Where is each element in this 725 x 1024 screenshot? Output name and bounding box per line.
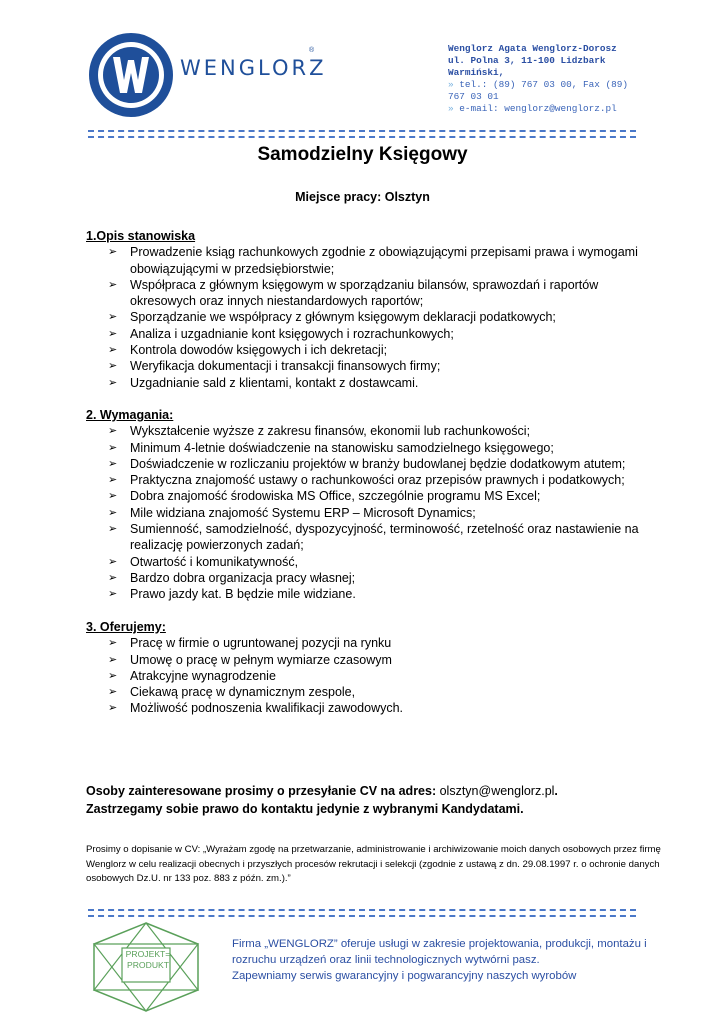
stamp-label: PROJEKT= PRODUKT (125, 949, 171, 970)
bullet-arrow-icon: ➢ (108, 246, 118, 259)
list-item: ➢ Sporządzanie we współpracy z głównym księgowym deklaracji podatkowych; (108, 310, 556, 325)
list-item: ➢ Prowadzenie ksiąg rachunkowych zgodnie z obowiązującymi przepisami prawa i wymogami obowiązującymi w przedsiębiorstwie; (108, 245, 638, 276)
bullet-list (86, 244, 646, 391)
job-title: Samodzielny Księgowy (257, 144, 468, 165)
list-item: ➢ Minimum 4-letnie doświadczenie na stanowisku samodzielnego księgowego; (108, 440, 554, 455)
company-email[interactable]: » e-mail: wenglorz@wenglorz.pl (448, 103, 617, 114)
bullet-arrow-icon: ➢ (108, 653, 118, 666)
list-item: ➢ Współpraca z głównym księgowym w sporządzaniu bilansów, sprawozdań i raportów okresowych oraz innych niestandardowych raportów; (108, 277, 599, 309)
bullet-arrow-icon: ➢ (108, 702, 118, 715)
bullet-arrow-icon: ➢ (108, 278, 118, 291)
bullet-arrow-icon: ➢ (108, 376, 118, 389)
list-item: ➢ Umowę o pracę w pełnym wymiarze czasowym (108, 652, 392, 667)
gdpr-consent-note: Prosimy o dopisanie w CV: „Wyrażam zgodę na przetwarzanie, administrowanie i archiwizowanie moich danych osobowych przez firmę Wenglorz w celu realizacji obecnych i przyszłych procesów rekrutacji i selekcji (zgodnie z ustawą z dn. 29.08.1997 r. o ochronie danych osobowych Dz.U. nr 133 poz. 883 z późn. zm.).” (86, 844, 661, 884)
list-item: ➢ Sumienność, samodzielność, dyspozycyjność, terminowość, rzetelność oraz nastawienie na realizację powierzonych zadań; (108, 522, 639, 553)
list-item: ➢ Weryfikacja dokumentacji i transakcji finansowych firmy; (108, 359, 441, 374)
bullet-list (86, 423, 646, 602)
bullet-arrow-icon: ➢ (108, 523, 118, 536)
list-item: ➢ Możliwość podnoszenia kwalifikacji zawodowych. (108, 701, 404, 716)
contact-info: Osoby zainteresowane prosimy o przesyłanie CV na adres: olsztyn@wenglorz.pl. Zastrzegamy sobie prawo do kontaktu jedynie z wybranymi Kandydatami. (86, 784, 558, 816)
bullet-arrow-icon: ➢ (108, 637, 118, 650)
bullet-arrow-icon: ➢ (108, 441, 118, 454)
company-phone: » tel.: (89) 767 03 00, Fax (89) 767 03 01 (448, 79, 629, 102)
list-item: ➢ Praktyczna znajomość ustawy o rachunkowości oraz przepisów prawnych i podatkowych; (108, 473, 625, 488)
company-name: Wenglorz Agata Wenglorz-Dorosz (448, 43, 617, 54)
section-heading: 1.Opis stanowiska (86, 229, 196, 243)
bullet-arrow-icon: ➢ (108, 327, 118, 340)
section-requirements (86, 407, 646, 603)
bullet-list (86, 635, 646, 716)
list-item: ➢ Prawo jazdy kat. B będzie mile widziane. (108, 587, 356, 602)
section-heading: 2. Wymagania: (86, 408, 174, 422)
company-address: ul. Polna 3, 11-100 Lidzbark Warmiński, (448, 55, 606, 78)
list-item: ➢ Pracę w firmie o ugruntowanej pozycji na rynku (108, 636, 392, 651)
bullet-arrow-icon: ➢ (108, 474, 118, 487)
bullet-arrow-icon: ➢ (108, 555, 118, 568)
list-item: ➢ Ciekawą pracę w dynamicznym zespole, (108, 685, 356, 700)
contact-request: Osoby zainteresowane prosimy o przesyłanie CV na adres: (86, 784, 437, 798)
top-separator (88, 130, 636, 138)
section-offer (86, 619, 646, 717)
list-item: ➢ Dobra znajomość środowiska MS Office, szczególnie programu MS Excel; (108, 489, 541, 504)
list-item: ➢ Otwartość i komunikatywność, (108, 554, 299, 569)
list-item: ➢ Bardzo dobra organizacja pracy własnej; (108, 570, 356, 585)
bottom-separator (88, 909, 636, 917)
list-item: ➢ Kontrola dowodów księgowych i ich dekretacji; (108, 343, 388, 358)
list-item: ➢ Atrakcyjne wynagrodzenie (108, 668, 276, 683)
list-item: ➢ Wykształcenie wyższe z zakresu finansów, ekonomii lub rachunkowości; (108, 424, 531, 439)
bullet-arrow-icon: ➢ (108, 457, 118, 470)
registered-mark: ® (309, 47, 315, 54)
bullet-arrow-icon: ➢ (108, 669, 118, 682)
section-description (86, 228, 646, 391)
contact-email[interactable]: olsztyn@wenglorz.pl (436, 784, 555, 798)
logo-wordmark: WENGLORZ (180, 56, 327, 80)
bullet-arrow-icon: ➢ (108, 571, 118, 584)
bullet-arrow-icon: ➢ (108, 344, 118, 357)
bullet-arrow-icon: ➢ (108, 588, 118, 601)
bullet-arrow-icon: ➢ (108, 311, 118, 324)
bullet-arrow-icon: ➢ (108, 506, 118, 519)
list-item: ➢ Uzgadnianie sald z klientami, kontakt z dostawcami. (108, 375, 419, 390)
bullet-arrow-icon: ➢ (108, 490, 118, 503)
list-item: ➢ Analiza i uzgadnianie kont księgowych i rozrachunkowych; (108, 326, 454, 341)
contact-disclaimer: Zastrzegamy sobie prawo do kontaktu jedynie z wybranymi Kandydatami. (86, 802, 524, 816)
footer-services: Firma „WENGLORZ” oferuje usługi w zakresie projektowania, produkcji, montażu i rozruchu urządzeń oraz linii technologicznych wytwórni pasz. (232, 938, 647, 966)
company-footer (232, 936, 652, 984)
bullet-arrow-icon: ➢ (108, 686, 118, 699)
section-heading: 3. Oferujemy: (86, 620, 166, 634)
bullet-arrow-icon: ➢ (108, 425, 118, 438)
bullet-arrow-icon: ➢ (108, 360, 118, 373)
footer-service-note: Zapewniamy serwis gwarancyjny i pogwarancyjny naszych wyrobów (232, 970, 577, 982)
list-item: ➢ Mile widziana znajomość Systemu ERP – Microsoft Dynamics; (108, 505, 476, 520)
company-info (448, 43, 648, 115)
list-item: ➢ Doświadczenie w rozliczaniu projektów w branży budowlanej będzie dodatkowym atutem; (108, 456, 626, 471)
work-location: Miejsce pracy: Olsztyn (295, 190, 430, 204)
